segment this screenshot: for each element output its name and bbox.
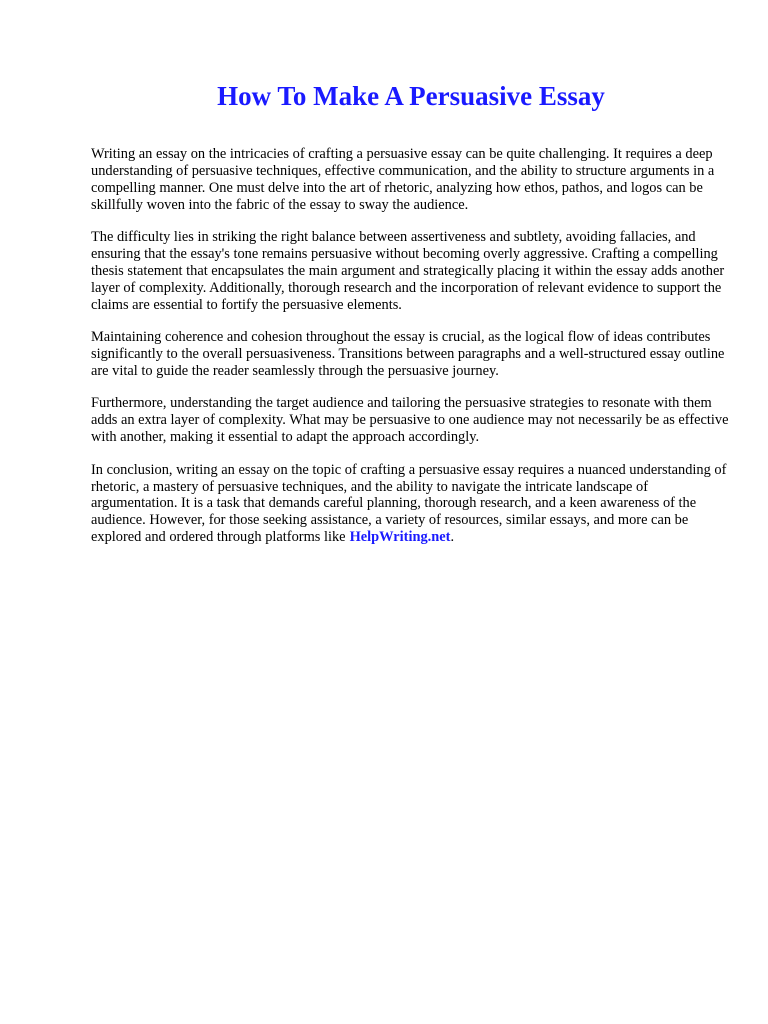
conclusion-text: In conclusion, writing an essay on the topic of crafting a persuasive essay requires a nuanced understanding of rhetoric, a mastery of persuasive techniques, and the ability to navigate the intricate landscape of argumentation. It is a task that demands careful planning, thorough research, and a keen awareness of the audience. However, for those seeking assistance, a variety of resources, similar essays, and more can be explored and ordered through platforms like (91, 461, 727, 546)
paragraph-2: The difficulty lies in striking the right balance between assertiveness and subtlety, avoiding fallacies, and ensuring that the essay's tone remains persuasive without becoming overly aggressive. Crafting a compelling thesis statement that encapsulates the main argument and strategically placing it within the essay adds another layer of complexity. Additionally, thorough research and the incorporation of relevant evidence to support the claims are essential to fortify the persuasive elements. (91, 229, 725, 313)
conclusion-period: . (450, 529, 455, 546)
helpwriting-link[interactable]: HelpWriting.net (349, 529, 451, 546)
paragraph-4: Furthermore, understanding the target audience and tailoring the persuasive strategies to resonate with them adds an extra layer of complexity. What may be persuasive to one audience may not necessarily be as effective with another, making it essential to adapt the approach accordingly. (91, 395, 729, 446)
paragraph-5 (91, 462, 731, 547)
essay-body (91, 146, 731, 562)
paragraph-3: Maintaining coherence and cohesion throughout the essay is crucial, as the logical flow of ideas contributes significantly to the overall persuasiveness. Transitions between paragraphs and a well-structured essay outline are vital to guide the reader seamlessly through the persuasive journey. (91, 329, 725, 379)
page-title: How To Make A Persuasive Essay (217, 81, 605, 111)
paragraph-1: Writing an essay on the intricacies of crafting a persuasive essay can be quite challenging. It requires a deep understanding of persuasive techniques, effective communication, and the ability to structure arguments in a compelling manner. One must delve into the art of rhetoric, analyzing how ethos, pathos, and logos can be skillfully woven into the fabric of the essay to sway the audience. (91, 146, 715, 213)
